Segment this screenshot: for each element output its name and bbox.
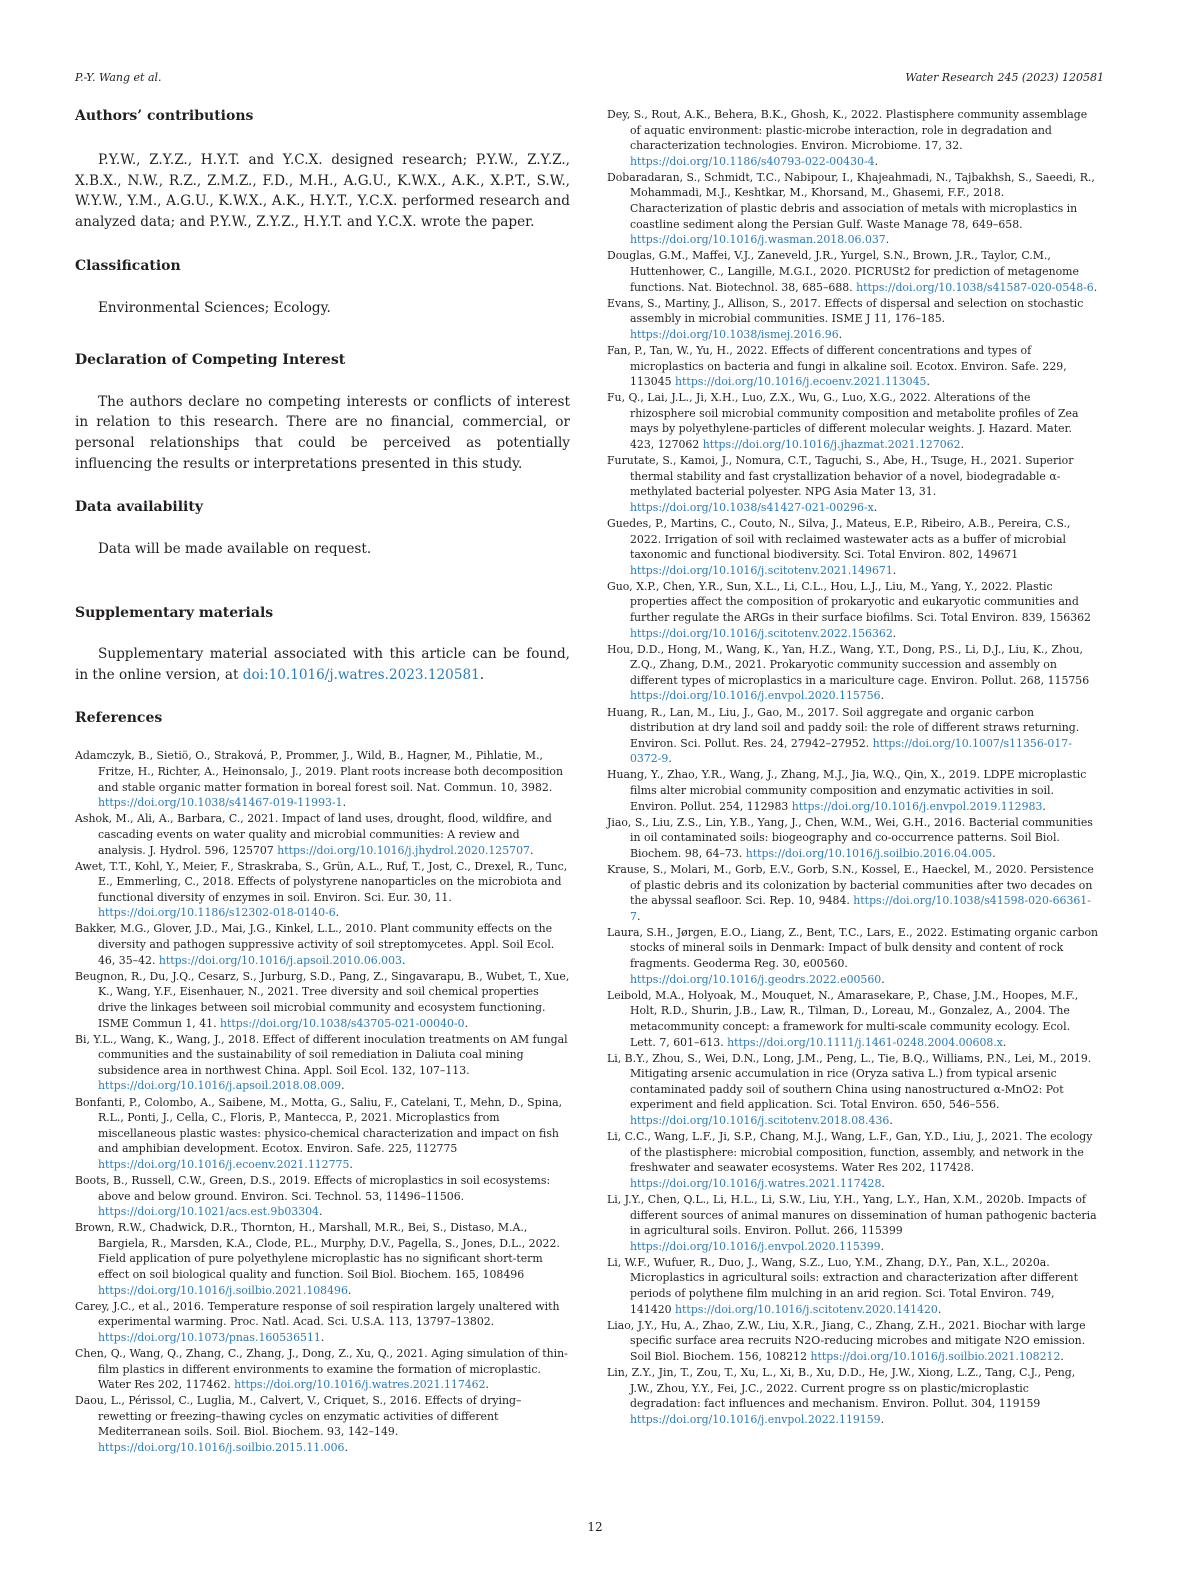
reference-end: . <box>992 846 996 860</box>
right-column <box>607 107 1098 1428</box>
reference-item <box>75 1095 570 1173</box>
reference-item <box>607 1129 1098 1191</box>
reference-doi-link[interactable]: https://doi.org/10.1016/j.envpol.2019.112983 <box>791 799 1043 813</box>
reference-item <box>607 767 1098 814</box>
page-number: 12 <box>587 1520 603 1534</box>
reference-text: Ashok, M., Ali, A., Barbara, C., 2021. Impact of land uses, drought, flood, wildfire, and cascading events on water quality and microbial communities: A review and analysis. J. Hydrol. 596, 125707 <box>75 812 552 857</box>
reference-end: . <box>636 909 641 923</box>
contributions-heading: Authors’ contributions <box>75 108 254 124</box>
reference-item <box>607 170 1098 248</box>
reference-item <box>607 453 1098 515</box>
reference-doi-link[interactable]: https://doi.org/10.1016/j.jhazmat.2021.127062 <box>702 437 961 451</box>
reference-text: Li, W.F., Wufuer, R., Duo, J., Wang, S.Z., Luo, Y.M., Zhang, D.Y., Pan, X.L., 2020a. Microplastics in agricultural soils: extraction and characterization after different periods of polythene film mulching in an arid region. Sci. Total Environ. 749, 141420 <box>607 1255 1078 1316</box>
reference-text: Krause, S., Molari, M., Gorb, E.V., Gorb, S.N., Kossel, E., Haeckel, M., 2020. Persistence of plastic debris and its colonization by bacterial communities after two decades on the abyssal seafloor. Sci. Rep. 10, 9484. <box>607 863 1094 908</box>
reference-item <box>607 862 1098 924</box>
reference-end: . <box>342 796 347 810</box>
reference-doi-link[interactable]: https://doi.org/10.1016/j.geodrs.2022.e00560 <box>630 972 882 986</box>
reference-end: . <box>341 1079 345 1093</box>
reference-end: . <box>873 500 878 514</box>
reference-doi-link[interactable]: https://doi.org/10.1016/j.scitotenv.2022.156362 <box>630 626 893 640</box>
reference-item <box>75 1032 570 1094</box>
reference-text: Laura, S.H., Jørgen, E.O., Liang, Z., Bent, T.C., Lars, E., 2022. Estimating organic carbon stocks of mineral soils in Denmark: Impact of bulk density and content of rock fragments. Geoderma Reg. 30, e00560. <box>607 925 1099 971</box>
reference-doi-link[interactable]: https://doi.org/10.1016/j.apsoil.2018.08.009 <box>98 1079 342 1093</box>
reference-doi-link[interactable]: https://doi.org/10.1016/j.envpol.2020.115399 <box>630 1239 881 1253</box>
reference-doi-link[interactable]: https://doi.org/10.1073/pnas.160536511 <box>98 1330 321 1344</box>
reference-item <box>75 1346 570 1393</box>
reference-text: Bakker, M.G., Glover, J.D., Mai, J.G., Kinkel, L.L., 2010. Plant community effects on the diversity and pathogen suppressive activity of soil streptomycetes. Appl. Soil Ecol. 46, 35–42. <box>75 922 555 967</box>
reference-text: Leibold, M.A., Holyoak, M., Mouquet, N., Amarasekare, P., Chase, J.M., Hoopes, M.F., Holt, R.D., Shurin, J.B., Law, R., Tilman, D., Loreau, M., Gonzalez, A., 2004. The metacommunity concept: a framework for multi-scale community ecology. Ecol. Lett. 7, 601–613. <box>607 988 1079 1049</box>
reference-end: . <box>318 1205 323 1219</box>
reference-doi-link[interactable]: https://doi.org/10.1021/acs.est.9b03304 <box>98 1205 319 1219</box>
reference-text: Dobaradaran, S., Schmidt, T.C., Nabipour, I., Khajeahmadi, N., Tajbakhsh, S., Saeedi, R., Mohammadi, M.J., Keshtkar, M., Khorsand, M., Ghasemi, F.F., 2018. Characterization of plastic debris and association of metals with microplastics in coastline sediment along the Persian Gulf. Waste Manage 78, 649–658. <box>607 170 1095 231</box>
reference-item <box>607 516 1098 578</box>
reference-doi-link[interactable]: https://doi.org/10.1038/ismej.2016.96 <box>630 327 839 341</box>
reference-end: . <box>889 1114 893 1127</box>
reference-doi-link[interactable]: https://doi.org/10.1038/s41587-020-0548-6 <box>856 280 1094 294</box>
reference-end: . <box>892 626 897 640</box>
reference-text: Hou, D.D., Hong, M., Wang, K., Yan, H.Z., Wang, Y.T., Dong, P.S., Li, D.J., Liu, K., Zhou, Z.Q., Zhang, D.M., 2021. Prokaryotic community succession and assembly on different types of microplastics in a mariculture cage. Environ. Pollut. 268, 115756 <box>607 642 1090 687</box>
reference-doi-link[interactable]: https://doi.org/10.1038/s43705-021-00040-0 <box>220 1016 465 1030</box>
reference-end: . <box>1002 1035 1007 1049</box>
reference-end: . <box>401 953 406 967</box>
reference-item <box>607 988 1098 1050</box>
reference-item <box>607 248 1098 295</box>
reference-item <box>607 1192 1098 1254</box>
reference-item <box>607 107 1098 169</box>
left-column <box>75 106 570 1456</box>
reference-doi-link[interactable]: https://doi.org/10.1016/j.envpol.2022.119159 <box>630 1412 881 1426</box>
reference-item <box>607 1255 1098 1317</box>
reference-doi-link[interactable]: https://doi.org/10.1038/s41467-019-11993-1 <box>98 796 343 810</box>
reference-end: . <box>1093 280 1098 294</box>
reference-item <box>607 1051 1098 1129</box>
data-availability-heading: Data availability <box>75 499 203 516</box>
reference-text: Guo, X.P., Chen, Y.R., Sun, X.L., Li, C.L., Hou, L.J., Liu, M., Yang, Y., 2022. Plastic properties affect the composition of prokaryotic and eukaryotic communities and further regulate the ARGs in their surface biofilms. Sci. Total Environ. 839, 156362 <box>607 579 1091 624</box>
reference-end: . <box>838 327 843 341</box>
reference-end: . <box>347 1283 352 1297</box>
reference-text: Huang, Y., Zhao, Y.R., Wang, J., Zhang, M.J., Jia, W.Q., Qin, X., 2019. LDPE microplastic films alter microbial community composition and enzymatic activities in soil. Environ. Pollut. 254, 112983 <box>607 768 1087 813</box>
reference-item <box>75 1173 570 1220</box>
running-head-authors: P.-Y. Wang et al. <box>75 71 162 84</box>
reference-item <box>75 748 570 810</box>
contributions-text: P.Y.W., Z.Y.Z., H.Y.T. and Y.C.X. designed research; P.Y.W., Z.Y.Z., X.B.X., N.W., R.Z., Z.M.Z., F.D., M.H., A.G.U., K.W.X., A.K., X.P.T., S.W., W.Y.W., Y.M., A.G.U., K.W.X., A.K., H.Y.T., Y.C.X. performed research and analyzed data; and P.Y.W., Z.Y.Z., H.Y.T. and Y.C.X. wrote the paper. <box>75 152 570 231</box>
supplementary-text <box>75 644 570 685</box>
reference-item <box>75 859 570 921</box>
classification-text: Environmental Sciences; Ecology. <box>98 299 331 316</box>
reference-doi-link[interactable]: https://doi.org/10.1016/j.apsoil.2010.06.003 <box>158 953 402 967</box>
reference-doi-link[interactable]: https://doi.org/10.1186/s40793-022-00430-4 <box>630 154 875 168</box>
reference-text: Chen, Q., Wang, Q., Zhang, C., Zhang, J., Dong, Z., Xu, Q., 2021. Aging simulation of thin-film plastics in different environments to examine the formation of microplastic. Water Res 202, 117462. <box>75 1347 568 1392</box>
reference-doi-link[interactable]: https://doi.org/10.1016/j.scitotenv.2020.141420 <box>675 1302 938 1316</box>
reference-doi-link[interactable]: https://doi.org/10.1016/j.watres.2021.117462 <box>234 1378 486 1392</box>
data-availability-text: Data will be made available on request. <box>98 541 372 558</box>
reference-end: . <box>926 375 930 389</box>
references-list-left <box>75 748 570 1455</box>
reference-item <box>607 296 1098 343</box>
reference-item <box>607 1365 1098 1427</box>
reference-text: Jiao, S., Liu, Z.S., Lin, Y.B., Yang, J., Chen, W.M., Wei, G.H., 2016. Bacterial communities in oil contaminated soils: biogeography and co-occurrence patterns. Soil Biol. Biochem. 98, 64–73. <box>607 815 1093 860</box>
reference-item <box>75 1220 570 1298</box>
reference-doi-link[interactable]: https://doi.org/10.1186/s12302-018-0140-6 <box>98 906 336 920</box>
reference-doi-link[interactable]: https://doi.org/10.1016/j.watres.2021.117428 <box>630 1176 882 1190</box>
reference-doi-link[interactable]: https://doi.org/10.1038/s41598-020-66361-7 <box>630 894 1091 923</box>
reference-item <box>607 579 1098 641</box>
reference-text: Daou, L., Périssol, C., Luglia, M., Calvert, V., Criquet, S., 2016. Effects of drying–rewetting or freezing–thawing cycles on enzymatic activities of different Mediterranean soils. Soil. Biol. Biochem. 93, 142–149. <box>75 1394 522 1439</box>
running-head-journal: Water Research 245 (2023) 120581 <box>905 71 1104 84</box>
reference-end: . <box>880 1412 885 1426</box>
reference-doi-link[interactable]: https://doi.org/10.1016/j.soilbio.2021.108212 <box>810 1349 1061 1363</box>
supplementary-text-before: Supplementary material associated with this article can be found, in the online version, at <box>75 646 570 683</box>
reference-end: . <box>668 752 672 766</box>
references-heading: References <box>75 710 163 727</box>
reference-doi-link[interactable]: https://doi.org/10.1016/j.ecoenv.2021.112775 <box>98 1157 350 1171</box>
reference-item <box>75 811 570 858</box>
reference-end: . <box>485 1378 490 1392</box>
reference-text: Carey, J.C., et al., 2016. Temperature response of soil respiration largely unaltered with experimental warming. Proc. Natl. Acad. Sci. U.S.A. 113, 13797–13802. <box>75 1299 560 1329</box>
reference-text: Li, C.C., Wang, L.F., Ji, S.P., Chang, M.J., Wang, L.F., Gan, Y.D., Liu, J., 2021. The ecology of the plastisphere: microbial composition, function, assembly, and network in the freshwater and seawater ecosystems. Water Res 202, 117428. <box>607 1130 1093 1175</box>
reference-doi-link[interactable]: https://doi.org/10.1016/j.wasman.2018.06.037 <box>630 233 886 247</box>
classification-heading: Classification <box>75 257 181 274</box>
reference-text: Furutate, S., Kamoi, J., Nomura, C.T., Taguchi, S., Abe, H., Tsuge, H., 2021. Superior thermal stability and fast crystallization behavior of a novel, biodegradable α-methylated bacterial polyester. NPG Asia Mater 13, 31. <box>607 454 1074 499</box>
reference-text: Guedes, P., Martins, C., Couto, N., Silva, J., Mateus, E.P., Ribeiro, A.B., Pereira, C.S., 2022. Irrigation of soil with reclaimed wastewater acts as a buffer of microbial taxonomic and functional biodiversity. Sci. Total Environ. 802, 149671 <box>607 516 1071 562</box>
reference-item <box>75 1393 570 1455</box>
supplementary-text-after: . <box>479 666 485 683</box>
reference-end: . <box>1042 799 1046 813</box>
reference-doi-link[interactable]: https://doi.org/10.1111/j.1461-0248.2004.00608.x <box>727 1035 1003 1049</box>
reference-text: Bi, Y.L., Wang, K., Wang, J., 2018. Effect of different inoculation treatments on AM fungal communities and the sustainability of soil remediation in Daliuta coal mining subsidence area in northwest China. Appl. Soil Ecol. 132, 107–113. <box>75 1032 568 1077</box>
reference-item <box>75 1299 570 1346</box>
reference-text: Li, B.Y., Zhou, S., Wei, D.N., Long, J.M., Peng, L., Tie, B.Q., Williams, P.N., Lei, M., 2019. Mitigating arsenic accumulation in rice (Oryza sativa L.) from typical arsenic contaminated paddy soil of southern China using nanostructured α-MnO2: Pot experiment and field application. Sci. Total Environ. 650, 546–556. <box>607 1051 1092 1112</box>
reference-text: Dey, S., Rout, A.K., Behera, B.K., Ghosh, K., 2022. Plastisphere community assemblage of aquatic environment: plastic-microbe interaction, role in degradation and characterization technologies. Environ. Microbiome. 17, 32. <box>607 108 1088 153</box>
reference-text: Huang, R., Lan, M., Liu, J., Gao, M., 2017. Soil aggregate and organic carbon distribution at dry land soil and paddy soil: the role of different straws returning. Environ. Sci. Pollut. Res. 24, 27942–27952. <box>607 705 1080 750</box>
reference-text: Evans, S., Martiny, J., Allison, S., 2017. Effects of dispersal and selection on stochastic assembly in microbial communities. ISME J 11, 176–185. <box>607 296 1084 326</box>
reference-text: Boots, B., Russell, C.W., Green, D.S., 2019. Effects of microplastics in soil ecosystems: above and below ground. Environ. Sci. Technol. 53, 11496–11506. <box>75 1173 551 1203</box>
reference-text: Adamczyk, B., Sietiö, O., Straková, P., Prommer, J., Wild, B., Hagner, M., Pihlatie, M., Fritze, H., Richter, A., Heinonsalo, J., 2019. Plant roots increase both decomposition and stable organic matter formation in boreal forest soil. Nat. Commun. 10, 3982. <box>75 749 563 794</box>
reference-end: . <box>320 1330 325 1344</box>
reference-item <box>75 921 570 968</box>
reference-text: Lin, Z.Y., Jin, T., Zou, T., Xu, L., Xi, B., Xu, D.D., He, J.W., Xiong, L.Z., Tang, C.J., Peng, J.W., Zhou, Y.Y., Fei, J.C., 2022. Current progre ss on plastic/microplastic degradation: fact influences and mechanism. Environ. Pollut. 304, 119159 <box>607 1366 1076 1411</box>
reference-doi-link[interactable]: https://doi.org/10.1016/j.soilbio.2015.11.006 <box>98 1441 345 1455</box>
reference-doi-link[interactable]: https://doi.org/10.1007/s11356-017-0372-9 <box>630 736 1072 766</box>
reference-end: . <box>960 437 965 451</box>
reference-text: Douglas, G.M., Maffei, V.J., Zaneveld, J.R., Yurgel, S.N., Brown, J.R., Taylor, C.M., Huttenhower, C., Langille, M.G.I., 2020. PICRUSt2 for prediction of metagenome functions. Nat. Biotechnol. 38, 685–688. <box>607 249 1079 294</box>
reference-end: . <box>892 563 897 577</box>
reference-end: . <box>464 1016 469 1030</box>
reference-text: Liao, J.Y., Hu, A., Zhao, Z.W., Liu, X.R., Jiang, C., Zhang, Z.H., 2021. Biochar with large specific surface area recruits N2O-reducing microbes and mitigate N2O emission. Soil Biol. Biochem. 156, 108212 <box>607 1318 1086 1363</box>
competing-interest-text: The authors declare no competing interests or conflicts of interest in relation to this research. There are no financial, commercial, or personal relationships that could be perceived as potentially influencing the results or interpretations presented in this study. <box>75 393 570 472</box>
reference-text: Fan, P., Tan, W., Yu, H., 2022. Effects of different concentrations and types of microplastics on bacteria and fungi in alkaline soil. Ecotox. Environ. Safe. 229, 113045 <box>607 343 1067 389</box>
supplementary-doi-link[interactable]: doi:10.1016/j.watres.2023.120581 <box>242 666 480 683</box>
reference-text: Awet, T.T., Kohl, Y., Meier, F., Straskraba, S., Grün, A.L., Ruf, T., Jost, C., Drexel, R., Tunc, E., Emmerling, C., 2018. Effects of polystyrene nanoparticles on the microbiota and functional diversity of enzymes in soil. Environ. Sci. Eur. 30, 11. <box>75 859 568 904</box>
reference-text: Li, J.Y., Chen, Q.L., Li, H.L., Li, S.W., Liu, Y.H., Yang, L.Y., Han, X.M., 2020b. Impacts of different sources of animal manures on dissemination of human pathogenic bacteria in agricultural soils. Environ. Pollut. 266, 115399 <box>607 1192 1097 1238</box>
reference-end: . <box>335 906 340 920</box>
reference-end: . <box>344 1441 348 1455</box>
reference-end: . <box>874 154 879 168</box>
competing-interest-heading: Declaration of Competing Interest <box>75 351 346 368</box>
reference-item <box>75 969 570 1031</box>
reference-item <box>607 390 1098 452</box>
references-list-right <box>607 107 1098 1427</box>
reference-text: Bonfanti, P., Colombo, A., Saibene, M., Motta, G., Saliu, F., Catelani, T., Mehn, D., Spina, R.L., Ponti, J., Cella, C., Floris, P., Mantecca, P., 2021. Microplastics from miscellaneous plastic wastes: physico-chemical characterization and impact on fish and amphibian development. Ecotox. Environ. Safe. 225, 112775 <box>75 1095 563 1156</box>
reference-doi-link[interactable]: https://doi.org/10.1016/j.jhydrol.2020.125707 <box>277 843 530 857</box>
reference-item <box>607 925 1098 987</box>
reference-end: . <box>349 1157 353 1171</box>
reference-item <box>607 705 1098 767</box>
reference-text: Fu, Q., Lai, J.L., Ji, X.H., Luo, Z.X., Wu, G., Luo, X.G., 2022. Alterations of the rhizosphere soil microbial community composition and metabolite profiles of Zea mays by polyethylene-particles of different molecular weights. J. Hazard. Mater. 423, 127062 <box>607 391 1079 451</box>
reference-item <box>607 1318 1098 1365</box>
reference-item <box>607 815 1098 862</box>
reference-end: . <box>937 1302 942 1316</box>
reference-text: Beugnon, R., Du, J.Q., Cesarz, S., Jurburg, S.D., Pang, Z., Singavarapu, B., Wubet, T., Xue, K., Wang, Y.F., Eisenhauer, N., 2021. Tree diversity and soil chemical properties drive the linkages between soil microbial community and ecosystem functioning. ISME Commun 1, 41. <box>75 969 570 1030</box>
reference-doi-link[interactable]: https://doi.org/10.1016/j.soilbio.2021.108496 <box>98 1283 348 1297</box>
reference-text: Brown, R.W., Chadwick, D.R., Thornton, H., Marshall, M.R., Bei, S., Distaso, M.A., Bargiela, R., Marsden, K.A., Clode, P.L., Murphy, D.V., Pagella, S., Jones, D.L., 2022. Field application of pure polyethylene microplastic has no significant short-term effect on soil biological quality and function. Soil Biol. Biochem. 165, 108496 <box>75 1221 560 1282</box>
reference-end: . <box>880 1239 885 1253</box>
reference-end: . <box>880 689 885 703</box>
reference-end: . <box>529 843 534 857</box>
reference-doi-link[interactable]: https://doi.org/10.1016/j.scitotenv.2021.149671 <box>630 563 893 577</box>
reference-doi-link[interactable]: https://doi.org/10.1016/j.scitotenv.2018.08.436 <box>630 1114 890 1127</box>
reference-end: . <box>885 233 890 247</box>
reference-end: . <box>1060 1349 1064 1363</box>
reference-end: . <box>881 1176 885 1190</box>
reference-end: . <box>881 972 885 986</box>
reference-item <box>607 642 1098 704</box>
reference-doi-link[interactable]: https://doi.org/10.1016/j.soilbio.2016.04.005 <box>745 846 993 860</box>
supplementary-heading: Supplementary materials <box>75 605 274 622</box>
reference-doi-link[interactable]: https://doi.org/10.1038/s41427-021-00296-x <box>630 500 874 514</box>
reference-doi-link[interactable]: https://doi.org/10.1016/j.ecoenv.2021.113045 <box>675 375 927 389</box>
reference-doi-link[interactable]: https://doi.org/10.1016/j.envpol.2020.115756 <box>630 689 881 703</box>
reference-item <box>607 343 1098 390</box>
